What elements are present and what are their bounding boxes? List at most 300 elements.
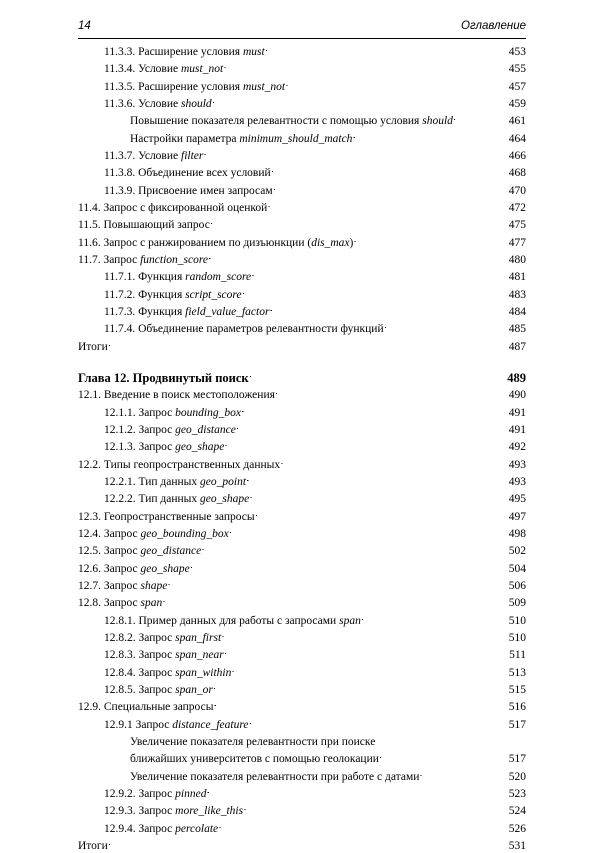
toc-page-number: 477	[508, 237, 526, 249]
dot-leader	[109, 340, 508, 354]
toc-entry-title	[104, 149, 204, 163]
dot-leader	[211, 218, 508, 232]
toc-entry-code-term: script_score	[185, 289, 242, 301]
toc-entry	[78, 181, 526, 198]
toc-entry-number: 12.9.	[78, 701, 101, 713]
dot-leader	[250, 492, 508, 506]
toc-entry-title	[130, 114, 454, 128]
dot-leader	[250, 718, 508, 732]
toc-entry-text: Запрос	[103, 563, 141, 575]
toc-entry-text: Запрос	[103, 580, 141, 592]
toc-page-number: 511	[509, 649, 526, 661]
toc-page-number: 461	[508, 115, 526, 127]
toc-entry-text: Тип данных	[138, 476, 201, 488]
toc-entry-title	[104, 475, 247, 489]
toc-page-number: 484	[508, 306, 526, 318]
dot-leader	[420, 770, 507, 784]
toc-entry-number: 12.6.	[78, 563, 101, 575]
toc-entry	[78, 628, 526, 645]
toc-entry-title	[104, 80, 286, 94]
header-rule	[78, 38, 526, 39]
dot-leader	[354, 236, 507, 250]
toc-page-number: 468	[508, 167, 526, 179]
toc-entry-title	[130, 735, 376, 749]
toc-entry-title	[104, 62, 224, 76]
toc-entry-text: Условие	[138, 150, 181, 162]
toc-entry-text: Запрос	[138, 441, 176, 453]
toc-page-number: 513	[508, 667, 526, 679]
toc-entry-title	[104, 270, 252, 284]
toc-entry-number: 12.1.2.	[104, 424, 136, 436]
toc-entry-title	[104, 406, 242, 420]
toc-entry	[78, 302, 526, 319]
toc-entry-code-term: bounding_box	[175, 407, 241, 419]
toc-entry	[78, 337, 526, 354]
toc-entry	[78, 319, 526, 336]
toc-entry-text: Условие	[138, 63, 181, 75]
toc-entry-text: Повышающий запрос	[103, 219, 210, 231]
toc-entry-number: 11.3.6.	[104, 98, 136, 110]
toc-entry-text: Функция	[138, 271, 186, 283]
dot-leader	[276, 388, 508, 402]
toc-entry-title	[104, 787, 207, 801]
toc-page-number: 483	[508, 289, 526, 301]
toc-entry	[78, 403, 526, 420]
toc-entry-code-term: should	[422, 115, 453, 127]
toc-entry-text: Функция	[138, 289, 186, 301]
toc-entry-title	[104, 45, 266, 59]
toc-entry-code-term: geo_distance	[175, 424, 236, 436]
dot-leader	[256, 510, 508, 524]
dot-leader	[109, 839, 508, 853]
toc-page-number: 489	[507, 371, 526, 385]
page-header	[78, 20, 526, 38]
toc-entry-text: Запрос	[135, 719, 173, 731]
toc-entry-text: Типы геопространственных данных	[103, 459, 281, 471]
toc-entry-number: 11.4.	[78, 202, 101, 214]
dot-leader	[225, 648, 508, 662]
toc-page-number: 520	[508, 771, 526, 783]
toc-page-number: 457	[508, 81, 526, 93]
toc-entry-text: Объединение параметров релевантности функций	[138, 323, 384, 335]
toc-entry-number: 12.1.	[78, 389, 101, 401]
dot-leader	[244, 804, 508, 818]
toc-entry-title	[130, 752, 380, 766]
toc-entry-number: 11.7.1.	[104, 271, 136, 283]
toc-entry	[78, 59, 526, 76]
toc-page-number: 472	[508, 202, 526, 214]
toc-entry-title	[78, 527, 230, 541]
toc-page-number: 490	[508, 389, 526, 401]
toc-entry-title	[130, 770, 420, 784]
toc-entry-number: 11.7.4.	[104, 323, 136, 335]
dot-leader	[362, 614, 508, 628]
dot-leader	[163, 596, 508, 610]
toc-entry-title	[78, 371, 250, 385]
toc-page-number: 485	[508, 323, 526, 335]
dot-leader	[274, 184, 508, 198]
toc-entry-title	[104, 718, 250, 732]
toc-entry-text: Запрос	[103, 528, 141, 540]
toc-entry-text: Запрос	[138, 649, 176, 661]
toc-page-number: 492	[508, 441, 526, 453]
toc-entry-title	[104, 288, 243, 302]
toc-entry-code-term: geo_shape	[200, 493, 250, 505]
toc-entry	[78, 784, 526, 801]
toc-entry-code-term: must_not	[181, 63, 224, 75]
toc-entry-code-term: span_near	[175, 649, 224, 661]
toc-entry-number: 11.3.3.	[104, 46, 136, 58]
toc-entry-number: 12.8.1.	[104, 615, 136, 627]
dot-leader	[270, 305, 507, 319]
toc-entry-number: 11.3.9.	[104, 185, 136, 197]
toc-entry-title	[104, 184, 274, 198]
toc-entry	[78, 77, 526, 94]
toc-entry	[78, 680, 526, 697]
toc-page-number: 510	[508, 615, 526, 627]
toc-entry-text: Итоги	[78, 341, 108, 353]
toc-entry-title	[78, 388, 276, 402]
toc-entry	[78, 732, 526, 749]
toc-entry-title	[78, 340, 109, 354]
toc-entry	[78, 593, 526, 610]
toc-entry-code-term: span	[339, 615, 361, 627]
toc-entry-code-term: minimum_should_match	[239, 133, 353, 145]
toc-entry-code-term: shape	[140, 580, 168, 592]
toc-entry	[78, 819, 526, 836]
toc-entry	[78, 198, 526, 215]
toc-page-number: 455	[508, 63, 526, 75]
toc-entry	[78, 767, 526, 784]
toc-entry-title	[104, 492, 250, 506]
dot-leader	[272, 166, 508, 180]
dot-leader	[385, 322, 508, 336]
toc-entry-text: Расширение условия	[138, 81, 243, 93]
toc-entry	[78, 576, 526, 593]
dot-leader	[168, 579, 507, 593]
toc-page-number: 481	[508, 271, 526, 283]
toc-entry-code-term: filter	[181, 150, 204, 162]
toc-entry-code-term: pinned	[175, 788, 207, 800]
toc-page-number: 491	[508, 407, 526, 419]
toc-entry-code-term: should	[181, 98, 212, 110]
toc-entry-title	[104, 322, 385, 336]
toc-entry	[78, 111, 526, 128]
toc-entry-number: 12.8.4.	[104, 667, 136, 679]
toc-entry-title	[130, 132, 353, 146]
toc-entry-number: 12.2.1.	[104, 476, 136, 488]
toc-page-number: 459	[508, 98, 526, 110]
toc-page-number: 526	[508, 823, 526, 835]
dot-leader	[353, 132, 507, 146]
toc-entry-code-term: more_like_this	[175, 805, 244, 817]
dot-leader	[268, 201, 507, 215]
toc-entry-title	[104, 666, 232, 680]
toc-chapter-row	[78, 368, 526, 385]
toc-entry-code-term: field_value_factor	[185, 306, 270, 318]
dot-leader	[232, 666, 507, 680]
dot-leader	[250, 371, 507, 385]
toc-entry	[78, 645, 526, 662]
toc-entry-number: 12.2.	[78, 459, 101, 471]
toc-entry-code-term: span_first	[175, 632, 222, 644]
toc-entry-text: )	[349, 237, 354, 249]
toc-entry-code-term: must	[242, 46, 265, 58]
toc-entry-text: Запрос	[103, 545, 141, 557]
toc-entry-title	[78, 218, 211, 232]
toc-entry-title	[104, 631, 222, 645]
toc-entry-title	[104, 804, 244, 818]
toc-entry-text: Увеличение показателя релевантности при поиске	[130, 736, 376, 748]
toc-entry-number: 11.3.4.	[104, 63, 136, 75]
toc-entry-title	[78, 579, 168, 593]
toc-entry-title	[104, 440, 225, 454]
toc-entry-number: 11.7.2.	[104, 289, 136, 301]
toc-entry-title	[78, 596, 163, 610]
toc-entry-code-term: span	[140, 597, 163, 609]
toc-entry	[78, 42, 526, 59]
dot-leader	[214, 700, 507, 714]
toc-entry-text: Запрос с ранжированием по дизъюнкции (	[103, 237, 312, 249]
toc-entry-number: 11.5.	[78, 219, 101, 231]
toc-entry-text: Запрос	[103, 597, 141, 609]
dot-leader	[209, 253, 508, 267]
toc-entry-text: ближайших университетов с помощью геолокации	[130, 753, 379, 765]
toc-entry	[78, 146, 526, 163]
dot-leader	[191, 562, 508, 576]
dot-leader	[222, 631, 508, 645]
dot-leader	[213, 97, 508, 111]
toc-page-number: 524	[508, 805, 526, 817]
toc-page-number: 466	[508, 150, 526, 162]
toc-page-number: 493	[508, 459, 526, 471]
toc-entry-text: Расширение условия	[138, 46, 243, 58]
toc-entry	[78, 749, 526, 766]
toc-entry	[78, 285, 526, 302]
toc-entry-text: Присвоение имен запросам	[138, 185, 273, 197]
toc-entry-number: 11.7.	[78, 254, 101, 266]
toc-entry-text: Запрос	[138, 632, 176, 644]
toc-entry-text: Специальные запросы	[103, 701, 214, 713]
toc-entry-code-term: geo_distance	[140, 545, 202, 557]
dot-leader	[214, 683, 508, 697]
dot-leader	[225, 440, 507, 454]
toc-entry-number: 12.4.	[78, 528, 101, 540]
toc-page-number: 491	[508, 424, 526, 436]
toc-entry-number: 11.3.7.	[104, 150, 136, 162]
toc-entry-number: 12.9.3.	[104, 805, 136, 817]
toc-entry-code-term: geo_shape	[140, 563, 190, 575]
toc-entry-number: 12.9.4.	[104, 823, 136, 835]
toc-page-number: 470	[508, 185, 526, 197]
toc-entry-title	[78, 201, 268, 215]
toc-page-number: 516	[508, 701, 526, 713]
toc-entry-number: 12.5.	[78, 545, 101, 557]
toc-entry-number: 11.6.	[78, 237, 101, 249]
toc-page-number: 453	[508, 46, 526, 58]
toc-entry-number: 12.8.5.	[104, 684, 136, 696]
toc-entry-number: 12.2.2.	[104, 493, 136, 505]
toc-entry-number: 12.9.2.	[104, 788, 136, 800]
toc-entry-title	[78, 839, 109, 853]
toc-entry	[78, 385, 526, 402]
toc-entry	[78, 437, 526, 454]
toc-entry-code-term: span_or	[175, 684, 213, 696]
toc-entry-title	[78, 544, 202, 558]
toc-page-number: 493	[508, 476, 526, 488]
toc-entry-title	[78, 700, 214, 714]
toc-page-number: 509	[508, 597, 526, 609]
toc-entry-title	[104, 648, 225, 662]
dot-leader	[219, 822, 508, 836]
toc-entry-code-term: distance_feature	[172, 719, 249, 731]
dot-leader	[252, 270, 508, 284]
dot-leader	[380, 752, 508, 766]
dot-leader	[202, 544, 508, 558]
toc-entry-title	[104, 683, 214, 697]
toc-entry-title	[104, 423, 237, 437]
toc-entry-number: 12.1.1.	[104, 407, 136, 419]
toc-entry-number: 12.8.2.	[104, 632, 136, 644]
toc-entry-text: Итоги	[78, 840, 108, 852]
running-title: Оглавление	[461, 20, 526, 32]
toc-entry-title	[78, 236, 354, 250]
dot-leader	[281, 458, 508, 472]
toc-page-number: 464	[508, 133, 526, 145]
toc-entry	[78, 420, 526, 437]
toc-entry-text: Запрос	[138, 407, 176, 419]
toc-entry	[78, 715, 526, 732]
toc-entry-code-term: geo_point	[200, 476, 247, 488]
dot-leader	[243, 288, 508, 302]
toc-entry-number: 11.7.3.	[104, 306, 136, 318]
toc-entry-text: Увеличение показателя релевантности при работе с датами	[130, 771, 420, 783]
toc-entry-number: 12.7.	[78, 580, 101, 592]
toc-entry-title	[78, 458, 281, 472]
toc-entry-title	[78, 510, 256, 524]
toc-entry-text: Запрос	[138, 805, 176, 817]
toc-entry	[78, 472, 526, 489]
dot-leader	[454, 114, 508, 128]
toc-entry	[78, 94, 526, 111]
toc-entry-title	[104, 166, 272, 180]
toc-entry-number: 12.8.	[78, 597, 101, 609]
toc-entry	[78, 507, 526, 524]
toc-entry-number: 12.1.3.	[104, 441, 136, 453]
toc-page-number: 517	[508, 753, 526, 765]
toc-entry-code-term: dis_max	[311, 237, 350, 249]
toc-entry-title	[104, 305, 270, 319]
toc-page-number: 487	[508, 341, 526, 353]
toc-entry-code-term: must_not	[242, 81, 286, 93]
toc-entry	[78, 250, 526, 267]
toc-entry-text: Пример данных для работы с запросами	[138, 615, 340, 627]
toc-entry-title	[104, 614, 362, 628]
toc-page-number: 475	[508, 219, 526, 231]
toc-entry	[78, 267, 526, 284]
toc-entry-number: 11.3.5.	[104, 81, 136, 93]
dot-leader	[207, 787, 507, 801]
toc-entry-text: Запрос	[138, 684, 176, 696]
toc-entry	[78, 611, 526, 628]
dot-leader	[224, 62, 508, 76]
toc-entry	[78, 836, 526, 853]
dot-leader	[237, 423, 508, 437]
dot-leader	[242, 406, 508, 420]
toc-entry-number: 12.8.3.	[104, 649, 136, 661]
toc-entry-number: 12.3.	[78, 511, 101, 523]
toc-entry-text: Функция	[138, 306, 186, 318]
toc-entry-text: Запрос	[138, 667, 176, 679]
toc-page-number: 502	[508, 545, 526, 557]
toc-entry-text: Запрос	[138, 823, 176, 835]
dot-leader	[247, 475, 508, 489]
toc-entry-text: Запрос	[138, 424, 176, 436]
dot-leader	[286, 80, 508, 94]
page-number: 14	[78, 20, 91, 32]
toc-entry-code-term: geo_bounding_box	[140, 528, 229, 540]
toc-entry	[78, 129, 526, 146]
toc-entry-text: Запрос	[103, 254, 141, 266]
toc-page-number: 523	[508, 788, 526, 800]
toc-entry-title	[78, 562, 191, 576]
toc-entry-text: Объединение всех условий	[138, 167, 271, 179]
toc-entry-text: Глава 12. Продвинутый поиск	[78, 371, 249, 385]
toc-entry	[78, 455, 526, 472]
toc-page-number: 515	[508, 684, 526, 696]
toc-entry-title	[104, 822, 219, 836]
toc-page-number: 480	[508, 254, 526, 266]
toc-entry-text: Повышение показателя релевантности с помощью условия	[130, 115, 423, 127]
toc-entry-number: 12.9.1	[104, 719, 133, 731]
toc-page-number: 506	[508, 580, 526, 592]
toc-page-number: 495	[508, 493, 526, 505]
toc-entry-code-term: random_score	[185, 271, 252, 283]
toc-entry	[78, 697, 526, 714]
toc-entry-code-term: span_within	[175, 667, 232, 679]
toc-page-number: 504	[508, 563, 526, 575]
dot-leader	[204, 149, 507, 163]
toc-page-number: 498	[508, 528, 526, 540]
toc-entry-code-term: percolate	[175, 823, 219, 835]
toc-entry-title	[104, 97, 213, 111]
toc-entry	[78, 233, 526, 250]
dot-leader	[266, 45, 508, 59]
toc-page-number: 531	[508, 840, 526, 852]
toc-entry	[78, 524, 526, 541]
toc-entry	[78, 163, 526, 180]
toc-entry	[78, 541, 526, 558]
toc-entry-text: Условие	[138, 98, 181, 110]
toc-entry	[78, 559, 526, 576]
toc-page-number: 497	[508, 511, 526, 523]
toc-page-number: 517	[508, 719, 526, 731]
toc-entry	[78, 801, 526, 818]
toc-entry-title	[78, 253, 209, 267]
toc-entry-code-term: function_score	[140, 254, 209, 266]
toc-entry-code-term: geo_shape	[175, 441, 225, 453]
toc-entry-text: Введение в поиск местоположения	[103, 389, 275, 401]
toc-entry-text: Настройки параметра	[130, 133, 240, 145]
toc-page-number: 510	[508, 632, 526, 644]
toc-entry-text: Тип данных	[138, 493, 201, 505]
toc-entry	[78, 663, 526, 680]
toc-entry	[78, 215, 526, 232]
toc-entry-text: Запрос с фиксированной оценкой	[103, 202, 268, 214]
toc-entry-number: 11.3.8.	[104, 167, 136, 179]
toc-entry-text: Запрос	[138, 788, 176, 800]
toc-entry-text: Геопространственные запросы	[103, 511, 255, 523]
